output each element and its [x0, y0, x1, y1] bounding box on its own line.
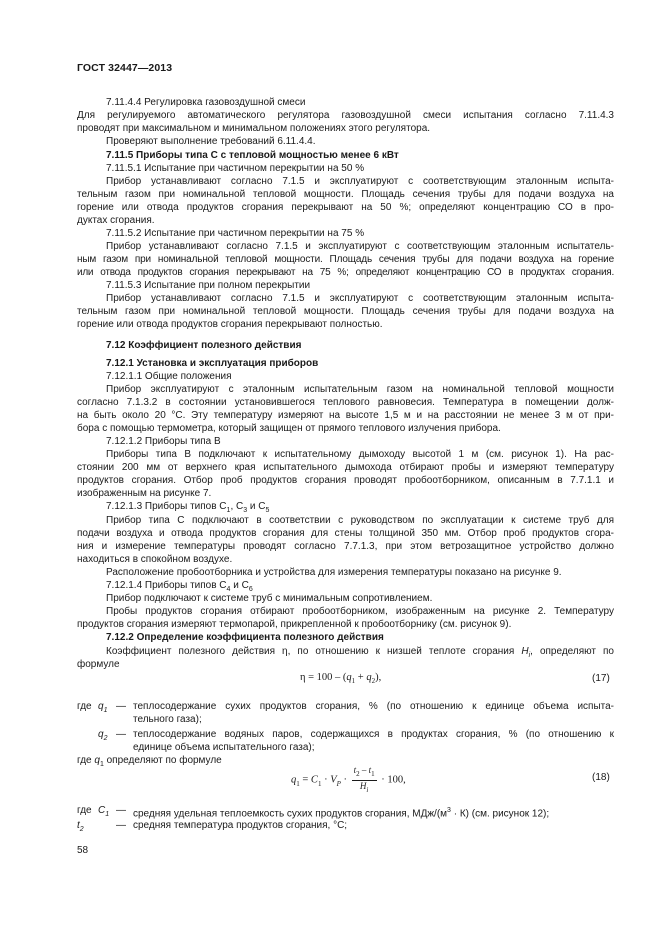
where-label: где — [77, 805, 92, 816]
paragraph-line: Прибор устанавливают согласно 7.1.5 и эксплуатируют с соответствующим эталонным испытатель- — [106, 241, 614, 252]
clause-heading: 7.11.5.3 Испытание при полном перекрытии — [106, 280, 311, 291]
definition-dash: — — [116, 701, 126, 712]
paragraph-line: Прибор устанавливают согласно 7.1.5 и эксплуатируют с соответствующим эталонным испыта- — [106, 293, 614, 304]
clause-heading: 7.12.1.3 Приборы типов $С_1$, $С_3$ и $С_5$ — [106, 501, 270, 514]
paragraph-line: Прибор эксплуатируют с эталонным испытательным газом на номинальной тепловой мощности — [106, 384, 614, 395]
paragraph-line: согласно 7.1.3.2 в состоянии установившегося теплового равновесия. Температура в помещении долж- — [77, 397, 614, 408]
paragraph-line: находиться в спокойном воздухе. — [77, 554, 233, 565]
definition-text: теплосодержание водяных паров, содержащихся в продуктах сгорания, % (по отношению к — [133, 729, 614, 740]
paragraph-line: дуктах сгорания. — [77, 215, 155, 226]
paragraph-line: тельным газом при номинальной тепловой мощности. Площадь сечения трубы для подачи воздуха на — [77, 306, 614, 317]
paragraph-line: Пробы продуктов сгорания отбирают пробоотборником, изображенным на рисунке 2. Температуру — [106, 606, 614, 617]
clause-heading: 7.11.5.1 Испытание при частичном перекрытии на 50 % — [106, 163, 365, 174]
paragraph-line: стоянии 200 мм от верхнего края испытательного дымохода отбирают пробы и измеряют температуру — [77, 462, 614, 473]
paragraph-line: бора с помощью термометра, который защищен от прямого теплового излучения прибора. — [77, 423, 501, 434]
paragraph-line: формуле — [77, 659, 120, 670]
paragraph-line: Для регулируемого автоматического регулятора газовоздушной смеси испытания согласно 7.11.4.3 — [77, 110, 614, 121]
variable-symbol: $t_2$ — [77, 820, 84, 833]
paragraph-line: Прибор устанавливают согласно 7.1.5 и эксплуатируют с соответствующим эталонным испыта- — [106, 176, 614, 187]
definition-text: средняя температура продуктов сгорания, °С; — [133, 820, 348, 831]
paragraph-line: ния и измерение температуры проводят согласно 7.7.1.3, при этом ветрозащитное устройство должно — [77, 541, 614, 552]
paragraph-line: Проверяют выполнение требований 6.11.4.4. — [106, 136, 316, 147]
section-heading: 7.12.1 Установка и эксплуатация приборов — [106, 358, 319, 369]
formula-17: $\eta = 100 - (q_1 + q_2)$, — [300, 672, 382, 686]
variable-symbol: $q_1$ — [98, 701, 108, 714]
paragraph-line: или отвода продуктов сгорания перекрывают на 75 %; определяют концентрацию СО в продуктах сгорания. — [77, 267, 614, 278]
paragraph-line: изображенным на рисунке 7. — [77, 488, 212, 499]
clause-heading: 7.12.1.1 Общие положения — [106, 371, 232, 382]
paragraph-line: Приборы типа В подключают к испытательному дымоходу высотой 1 м (см. рисунок 1). На рас- — [106, 449, 614, 460]
definition-dash: — — [116, 820, 126, 831]
clause-heading: 7.11.4.4 Регулировка газовоздушной смеси — [106, 97, 306, 108]
definition-text: тельного газа); — [133, 714, 202, 725]
paragraph-line: Коэффициент полезного действия η, по отношению к низшей теплоте сгорания $H_i$, определяют по — [106, 646, 614, 659]
paragraph-line: продуктов сгорания измеряют термопарой, прикрепленной к пробоотборнику (см. рисунок 9). — [77, 619, 512, 630]
section-heading: 7.12 Коэффициент полезного действия — [106, 340, 302, 351]
page-header: ГОСТ 32447—2013 — [77, 62, 173, 74]
paragraph-line: горение или отвода продуктов сгорания перекрывают полностью. — [77, 319, 383, 330]
clause-heading: 7.12.1.4 Приборы типов $С_4$ и $С_6$ — [106, 580, 253, 593]
paragraph-line: ным газом при номинальной тепловой мощности. Площадь сечения трубы для подачи воздуха на горение — [77, 254, 614, 265]
paragraph-line: продуктов сгорания. Отбор проб продуктов сгорания проводят пробоотборником, описанным в 7.7.1.1 и — [77, 475, 614, 486]
variable-symbol: $q_2$ — [98, 729, 108, 742]
formula-18: $q_1 = C_1 \cdot V_P$ · $\frac{t_2 - t_1}{H_i}$ · 100, — [291, 765, 406, 794]
paragraph-line: Прибор типа С подключают в соответствии с руководством по эксплуатации к системе труб для — [106, 515, 614, 526]
paragraph-line: где $q_1$ определяют по формуле — [77, 755, 222, 768]
clause-heading: 7.11.5.2 Испытание при частичном перекрытии на 75 % — [106, 228, 365, 239]
definition-text: теплосодержание сухих продуктов сгорания, % (по отношению к единице объема испыта- — [133, 701, 614, 712]
paragraph-line: горение или отвода продуктов сгорания перекрывают на 50 %; определяют концентрацию СО в про- — [77, 202, 614, 213]
paragraph-line: проводят при максимальном и минимальном положениях этого регулятора. — [77, 123, 431, 134]
variable-symbol: $C_1$ — [98, 805, 110, 818]
section-heading: 7.12.2 Определение коэффициента полезного действия — [106, 632, 384, 643]
definition-text: средняя удельная теплоемкость сухих продуктов сгорания, МДж/$(м^3 \cdot К)$ (см. рисунок 12); — [133, 807, 550, 820]
section-heading: 7.11.5 Приборы типа С с тепловой мощностью менее 6 кВт — [106, 150, 399, 161]
equation-number: (17) — [592, 673, 610, 684]
paragraph-line: тельным газом при номинальной тепловой мощности. Площадь сечения трубы для подачи воздуха на — [77, 189, 614, 200]
equation-number: (18) — [592, 772, 610, 783]
clause-heading: 7.12.1.2 Приборы типа В — [106, 436, 221, 447]
where-label: где — [77, 701, 92, 712]
definition-dash: — — [116, 805, 126, 816]
page-number: 58 — [77, 845, 89, 856]
definition-dash: — — [116, 729, 126, 740]
paragraph-line: Расположение пробоотборника и устройства для измерения температуры показано на рисунке 9. — [106, 567, 562, 578]
paragraph-line: на быть около 20 °С. Эту температуру измеряют на высоте 1,5 м и на расстоянии не менее 3 м от при- — [77, 410, 614, 421]
definition-text: единице объема испытательного газа); — [133, 742, 315, 753]
paragraph-line: Прибор подключают к системе труб с минимальным сопротивлением. — [106, 593, 433, 604]
paragraph-line: подачи воздуха и отвода продуктов сгорания для стены толщиной 350 мм. Отбор проб продуктов сгора- — [77, 528, 614, 539]
fraction: $\frac{t_2 - t_1}{H_i}$ — [353, 765, 375, 794]
